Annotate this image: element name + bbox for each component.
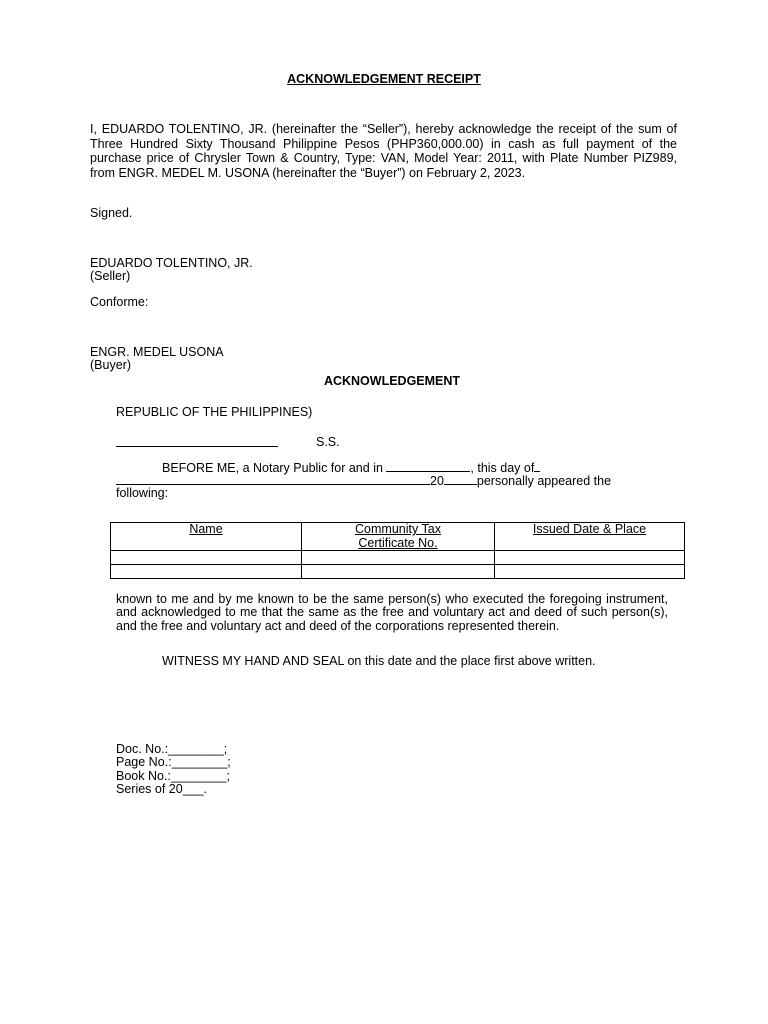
table-header-row (111, 523, 685, 551)
personally-appeared-text: personally appeared the (476, 474, 612, 488)
table-cell (302, 565, 495, 579)
acknowledgement-title: ACKNOWLEDGEMENT (323, 374, 461, 388)
venue-blank (116, 435, 278, 447)
ctc-header-line2: Certificate No. (358, 535, 438, 550)
table-cell (111, 565, 302, 579)
this-day-of-text: , this day of (470, 461, 535, 475)
receipt-title: ACKNOWLEDGEMENT RECEIPT (287, 72, 481, 86)
series-line: Series of 20___. (116, 782, 208, 797)
receipt-body: I, EDUARDO TOLENTINO, JR. (hereinafter the “Seller”), hereby acknowledge the receipt of the sum of Three Hundred Sixty Thousand Philippine Pesos (PHP360,000.00) in cash as full payment of the purchase price of Chrysler Town & Country, Type: VAN, Model Year: 2011, with Plate Number PIZ989, from ENGR. MEDEL M. USONA (hereinafter the “Buyer”) on February 2, 2023. (90, 122, 677, 180)
year-prefix: 20 (430, 474, 444, 488)
seller-role: (Seller) (90, 269, 131, 283)
appearing-persons-table (110, 522, 685, 579)
page-no-line: Page No.:________; (116, 755, 231, 770)
book-no-line: Book No.:________; (116, 768, 230, 783)
table-cell (495, 551, 685, 565)
seller-name: EDUARDO TOLENTINO, JR. (90, 256, 253, 270)
before-me-text: BEFORE ME, a Notary Public for and in (162, 461, 383, 475)
signed-label: Signed. (90, 206, 133, 220)
buyer-name: ENGR. MEDEL USONA (90, 345, 224, 359)
witness-line: WITNESS MY HAND AND SEAL on this date and the place first above written. (162, 654, 596, 668)
buyer-role: (Buyer) (90, 358, 131, 372)
venue-line (116, 435, 278, 450)
issued-header: Issued Date & Place (495, 523, 685, 551)
following-label: following: (116, 486, 169, 500)
ctc-header-line1: Community Tax (355, 522, 441, 536)
known-to-me-paragraph: known to me and by me known to be the same person(s) who executed the foregoing instrument, and acknowledged to me that the same as the free and voluntary act and deed of such person(s), and the free and voluntary act and deed of the corporations represented therein. (116, 592, 668, 633)
table-cell (302, 551, 495, 565)
day-blank (534, 460, 540, 472)
table-row (111, 565, 685, 579)
table-cell (495, 565, 685, 579)
ss-label: S.S. (316, 435, 340, 449)
notarial-register (116, 743, 231, 797)
place-blank (386, 460, 470, 472)
month-blank (116, 473, 430, 485)
table-cell (111, 551, 302, 565)
date-line (116, 473, 611, 488)
table-row (111, 551, 685, 565)
year-blank (444, 473, 477, 485)
republic-line: REPUBLIC OF THE PHILIPPINES) (116, 405, 313, 419)
doc-no-line: Doc. No.:________; (116, 742, 228, 756)
name-header: Name (111, 523, 302, 551)
ctc-header (302, 523, 495, 551)
conforme-label: Conforme: (90, 295, 149, 309)
